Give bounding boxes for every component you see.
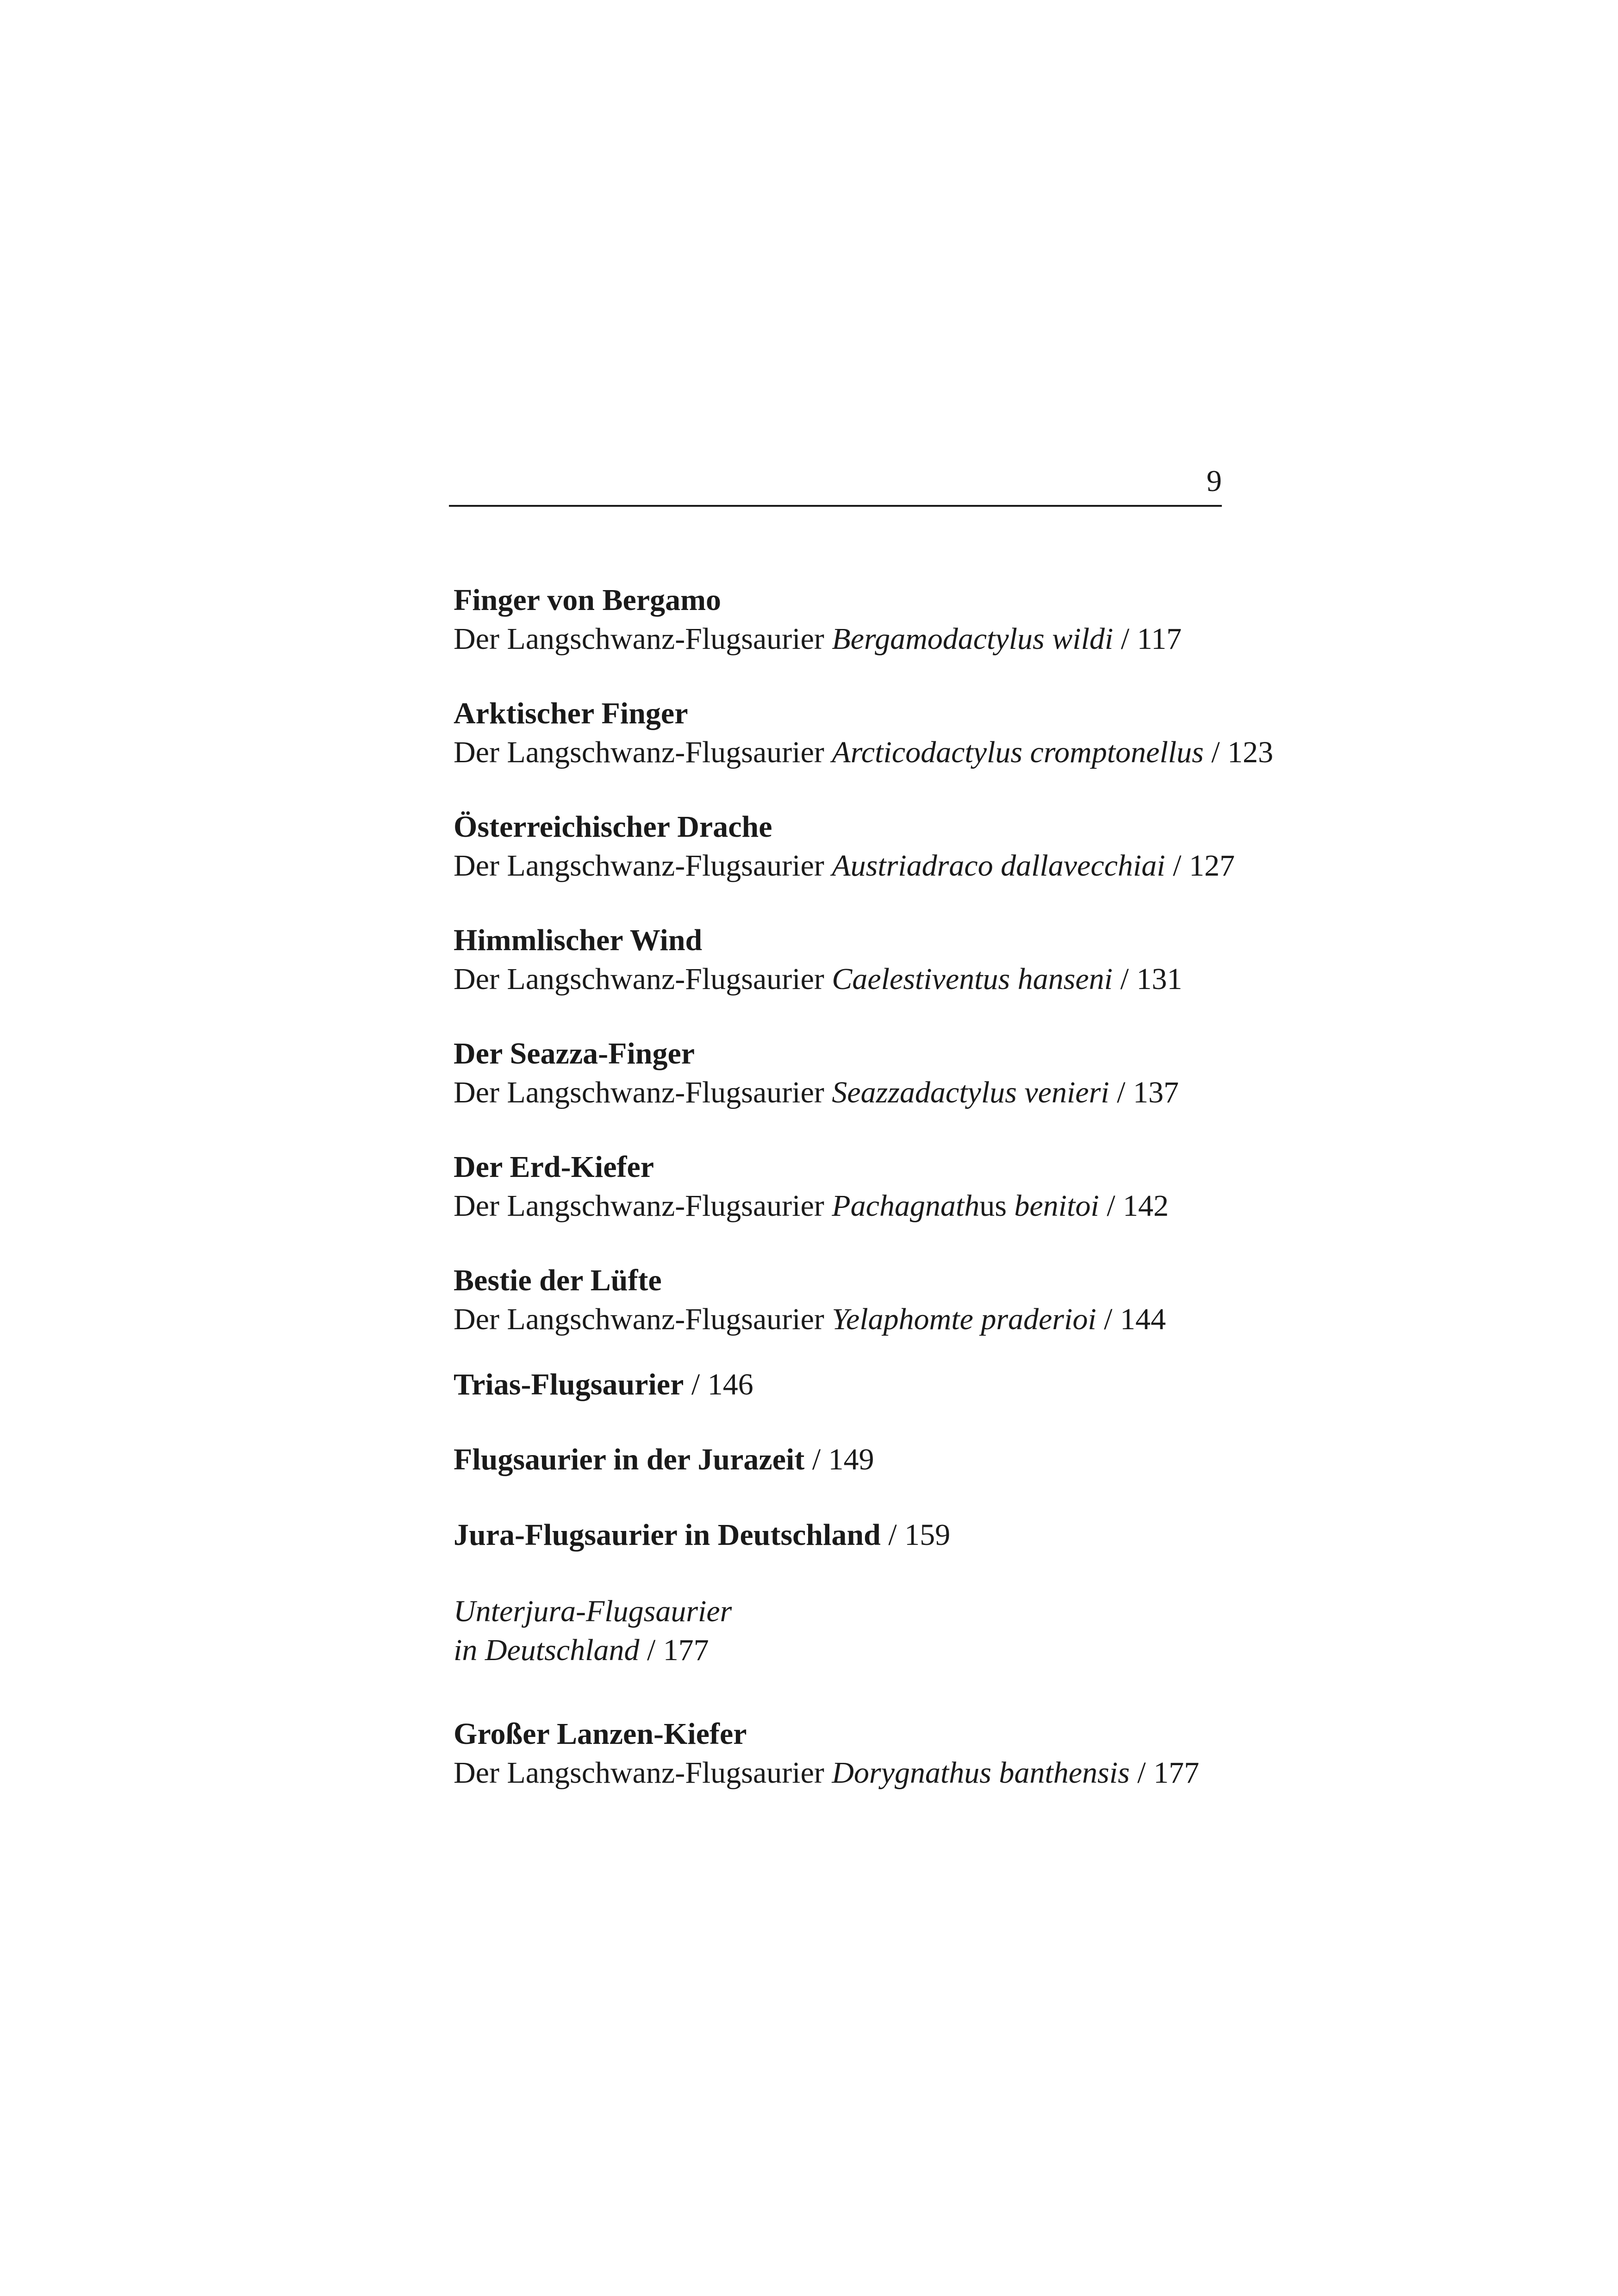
- species-name: Arcticodactylus cromptonellus: [832, 735, 1204, 769]
- species-name-upright: us: [979, 1189, 1007, 1223]
- page-ref: 137: [1133, 1076, 1179, 1109]
- page-ref: 131: [1136, 962, 1182, 996]
- toc-entry-title: Großer Lanzen-Kiefer: [454, 1717, 747, 1751]
- toc-entry-title: Bestie der Lüfte: [454, 1263, 662, 1297]
- toc-entry-subtitle: Der Langschwanz-Flugsaurier Caelestiventus hanseni / 131: [454, 962, 1182, 996]
- page-ref: 117: [1137, 622, 1182, 656]
- species-name: Austriadraco dallavecchiai: [832, 849, 1165, 883]
- toc-entry-subtitle: Der Langschwanz-Flugsaurier Arcticodactylus cromptonellus / 123: [454, 735, 1274, 769]
- species-name: Bergamodactylus wildi: [832, 622, 1114, 656]
- species-name: Pachagnath: [832, 1189, 980, 1223]
- toc-entry-title: Der Seazza-Finger: [454, 1037, 695, 1070]
- toc-entry-flugsaurier-jurazeit: Flugsaurier in der Jurazeit / 149: [454, 1443, 874, 1476]
- toc-entry-grosser-lanzen-kiefer: [454, 1715, 1199, 1792]
- toc-entry-title: Jura-Flugsaurier in Deutschland: [454, 1518, 881, 1552]
- toc-entry-title: Der Erd-Kiefer: [454, 1150, 654, 1184]
- toc-entry-erd-kiefer: [454, 1148, 1169, 1226]
- species-name: Seazzadactylus venieri: [832, 1076, 1109, 1109]
- toc-entry-bergamo: [454, 581, 1182, 659]
- toc-entry-title: Österreichischer Drache: [454, 810, 772, 844]
- toc-entry-subtitle: Der Langschwanz-Flugsaurier Yelaphomte praderioi / 144: [454, 1302, 1166, 1336]
- page-ref: 127: [1189, 849, 1235, 883]
- toc-entry-subtitle: Der Langschwanz-Flugsaurier Austriadraco dallavecchiai / 127: [454, 849, 1235, 883]
- toc-entry-title: Flugsaurier in der Jurazeit: [454, 1443, 805, 1476]
- header-rule: [449, 505, 1222, 507]
- page-ref: 144: [1120, 1302, 1166, 1336]
- page-ref: 123: [1227, 735, 1274, 769]
- species-name: Yelaphomte praderioi: [832, 1302, 1096, 1336]
- toc-entry-bestie-der-luefte: [454, 1261, 1166, 1339]
- toc-entry-trias-flugsaurier: Trias-Flugsaurier / 146: [454, 1368, 753, 1401]
- page-number: 9: [1207, 464, 1222, 498]
- toc-entry-subtitle: Der Langschwanz-Flugsaurier Bergamodactylus wildi / 117: [454, 622, 1182, 656]
- toc-entry-oesterreichischer-drache: [454, 808, 1235, 885]
- toc-entry-title: Arktischer Finger: [454, 697, 688, 730]
- toc-entry-subtitle: Der Langschwanz-Flugsaurier Dorygnathus banthensis / 177: [454, 1756, 1200, 1790]
- toc-entry-himmlischer-wind: [454, 921, 1182, 999]
- page-ref: 142: [1123, 1189, 1169, 1223]
- toc-entry-jura-flugsaurier-deutschland: Jura-Flugsaurier in Deutschland / 159: [454, 1518, 951, 1552]
- toc-entry-seazza-finger: [454, 1034, 1179, 1112]
- page-ref: 146: [707, 1368, 753, 1401]
- page-ref: 177: [663, 1633, 709, 1667]
- page-ref: 159: [904, 1518, 951, 1552]
- toc-entry-title: Trias-Flugsaurier: [454, 1368, 684, 1401]
- toc-entry-unterjura-flugsaurier: [454, 1592, 732, 1670]
- toc-entry-title: Finger von Bergamo: [454, 583, 722, 617]
- toc-entry-subtitle: Der Langschwanz-Flugsaurier Seazzadactylus venieri / 137: [454, 1076, 1179, 1109]
- species-name: Dorygnathus banthensis: [832, 1756, 1130, 1790]
- page-ref: 177: [1153, 1756, 1200, 1790]
- toc-entry-italic-line: Unterjura-Flugsaurier: [454, 1594, 732, 1628]
- page-ref: 149: [828, 1443, 874, 1476]
- toc-entry-arktischer-finger: [454, 694, 1273, 772]
- toc-entry-subtitle: Der Langschwanz-Flugsaurier Pachagnathus benitoi / 142: [454, 1189, 1169, 1223]
- species-epithet: benitoi: [1014, 1189, 1099, 1223]
- toc-entry-title: Himmlischer Wind: [454, 923, 703, 957]
- toc-entry-italic-line: in Deutschland / 177: [454, 1633, 709, 1667]
- species-name: Caelestiventus hanseni: [832, 962, 1113, 996]
